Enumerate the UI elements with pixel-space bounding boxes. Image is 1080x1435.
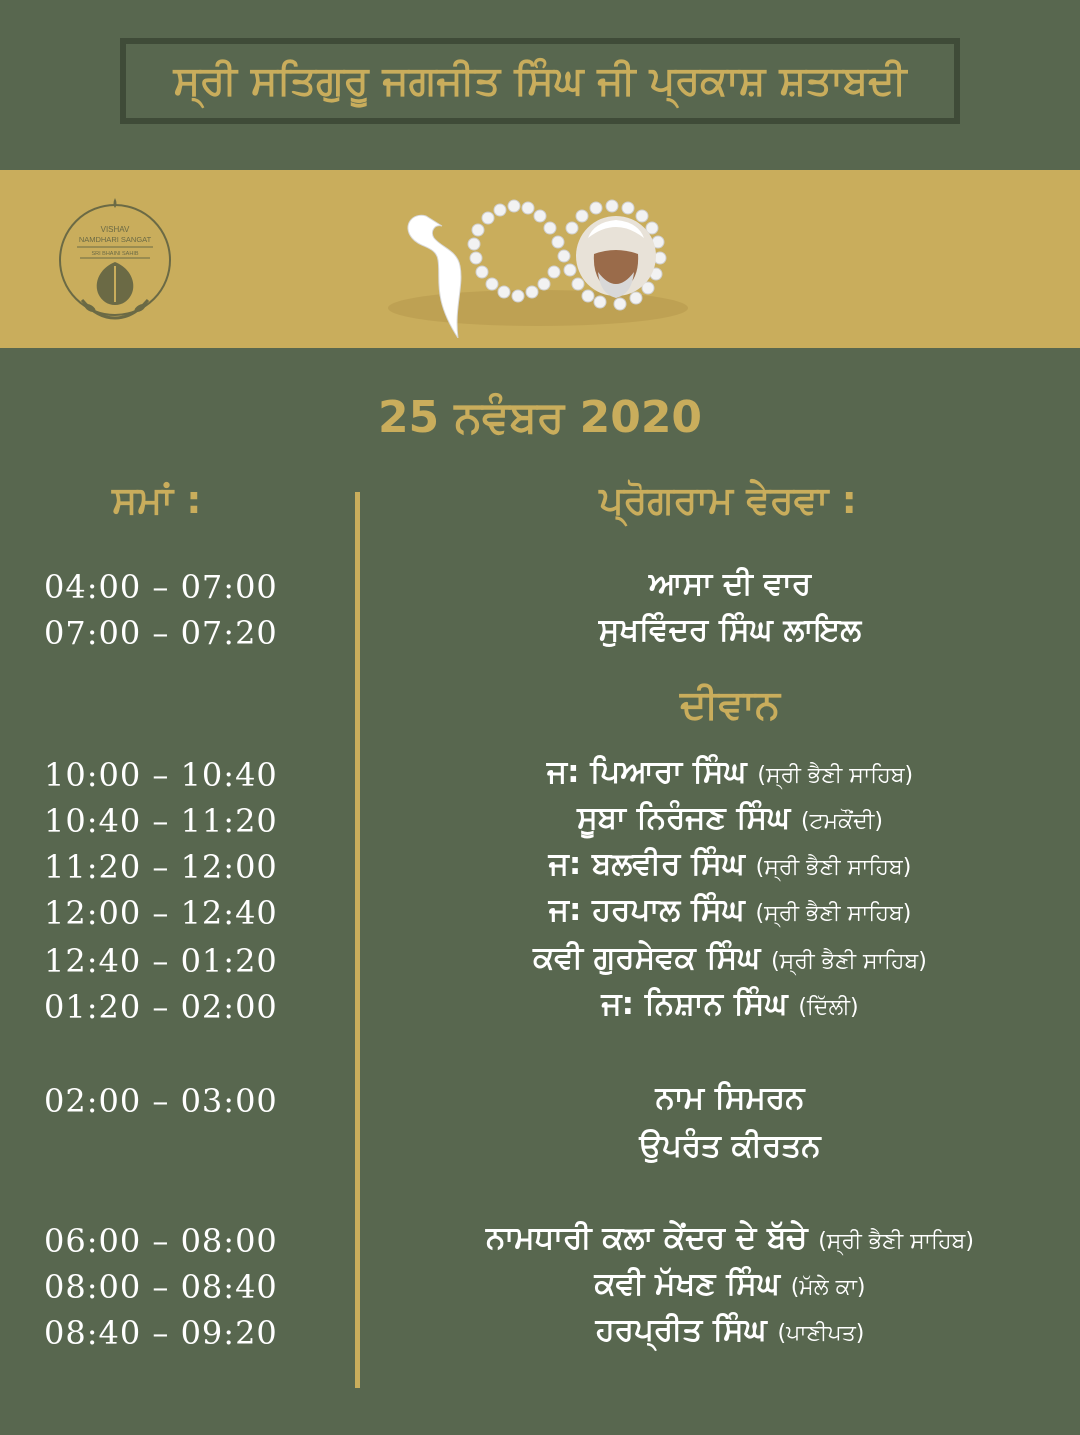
program-name: ਉਪਰੰਤ ਕੀਰਤਨ [639, 1128, 821, 1164]
schedule-item [380, 892, 1080, 929]
program-name: ਆਸਾ ਦੀ ਵਾਰ [648, 566, 812, 602]
banner [0, 170, 1080, 348]
schedule-time: 02:00 – 03:00 [44, 1082, 278, 1120]
program-name: ਹਰਪ੍ਰੀਤ ਸਿੰਘ [595, 1312, 767, 1348]
program-place: (ਸ੍ਰੀ ਭੈਣੀ ਸਾਹਿਬ) [755, 901, 912, 926]
schedule-item [380, 1312, 1080, 1349]
schedule-item [380, 1080, 1080, 1117]
program-name: ਕਵੀ ਗੁਰਸੇਵਕ ਸਿੰਘ [533, 940, 761, 976]
schedule-time: 01:20 – 02:00 [44, 988, 278, 1026]
ik-onkar-rosary-100-icon [388, 188, 718, 338]
program-place: (ਸ੍ਰੀ ਭੈਣੀ ਸਾਹਿਬ) [755, 855, 912, 880]
program-name: ਕਵੀ ਮੱਖਣ ਸਿੰਘ [594, 1266, 780, 1302]
program-name: ਨਾਮ ਸਿਮਰਨ [655, 1080, 805, 1116]
program-place: (ਸ੍ਰੀ ਭੈਣੀ ਸਾਹਿਬ) [757, 763, 914, 788]
schedule-time: 12:40 – 01:20 [44, 942, 278, 980]
schedule-time: 10:00 – 10:40 [44, 756, 278, 794]
vishav-namdhari-sangat-logo [52, 190, 178, 330]
schedule-time: 04:00 – 07:00 [44, 568, 278, 606]
program-name: ਸੁਖਵਿੰਦਰ ਸਿੰਘ ਲਾਇਲ [598, 612, 862, 648]
schedule-time: 06:00 – 08:00 [44, 1222, 278, 1260]
logo-line3: SRI BHAINI SAHIB [91, 251, 139, 257]
schedule-time: 11:20 – 12:00 [44, 848, 278, 886]
schedule-item [380, 800, 1080, 837]
schedule-item [380, 566, 1080, 603]
schedule-time: 08:00 – 08:40 [44, 1268, 278, 1306]
schedule-item [380, 1266, 1080, 1303]
title-box [120, 38, 960, 124]
program-name: ਜ: ਹਰਪਾਲ ਸਿੰਘ [548, 892, 745, 928]
time-column-heading: ਸਮਾਂ : [112, 478, 202, 522]
program-name: ਜ: ਪਿਆਰਾ ਸਿੰਘ [546, 754, 747, 790]
diwan-heading: ਦੀਵਾਨ [680, 682, 780, 728]
program-name: ਨਾਮਧਾਰੀ ਕਲਾ ਕੇਂਦਰ ਦੇ ਬੱਚੇ [486, 1220, 808, 1256]
program-place: (ਸ੍ਰੀ ਭੈਣੀ ਸਾਹਿਬ) [818, 1229, 974, 1254]
schedule-time: 08:40 – 09:20 [44, 1314, 278, 1352]
program-place: (ਸ੍ਰੀ ਭੈਣੀ ਸਾਹਿਬ) [771, 949, 927, 974]
schedule-time: 12:00 – 12:40 [44, 894, 278, 932]
program-place: (ਟਮਕੌਂਦੀ) [801, 809, 883, 834]
schedule-item [380, 846, 1080, 883]
schedule-item [380, 754, 1080, 791]
program-place: (ਦਿੱਲੀ) [798, 995, 859, 1020]
schedule-item [380, 986, 1080, 1023]
schedule-item [380, 940, 1080, 977]
event-date: 25 ਨਵੰਬਰ 2020 [377, 392, 703, 443]
column-divider [355, 492, 360, 1388]
program-place: (ਪਾਣੀਪਤ) [777, 1321, 865, 1346]
program-place: (ਮੱਲੇ ਕਾ) [790, 1275, 866, 1300]
program-name: ਜ: ਨਿਸ਼ਾਨ ਸਿੰਘ [601, 986, 788, 1022]
program-name: ਸੂਬਾ ਨਿਰੰਜਣ ਸਿੰਘ [577, 800, 791, 836]
schedule-time: 07:00 – 07:20 [44, 614, 278, 652]
schedule-item [380, 1220, 1080, 1257]
schedule-item [380, 1128, 1080, 1165]
program-column-heading: ਪ੍ਰੋਗਰਾਮ ਵੇਰਵਾ : [599, 478, 857, 522]
logo-line1: VISHAV [100, 225, 130, 234]
program-name: ਜ: ਬਲਵੀਰ ਸਿੰਘ [548, 846, 745, 882]
logo-line2: NAMDHARI SANGAT [78, 235, 152, 244]
page-title: ਸ੍ਰੀ ਸਤਿਗੁਰੂ ਜਗਜੀਤ ਸਿੰਘ ਜੀ ਪ੍ਰਕਾਸ਼ ਸ਼ਤਾਬਦੀ [173, 58, 907, 104]
schedule-item [380, 612, 1080, 649]
schedule-time: 10:40 – 11:20 [44, 802, 278, 840]
